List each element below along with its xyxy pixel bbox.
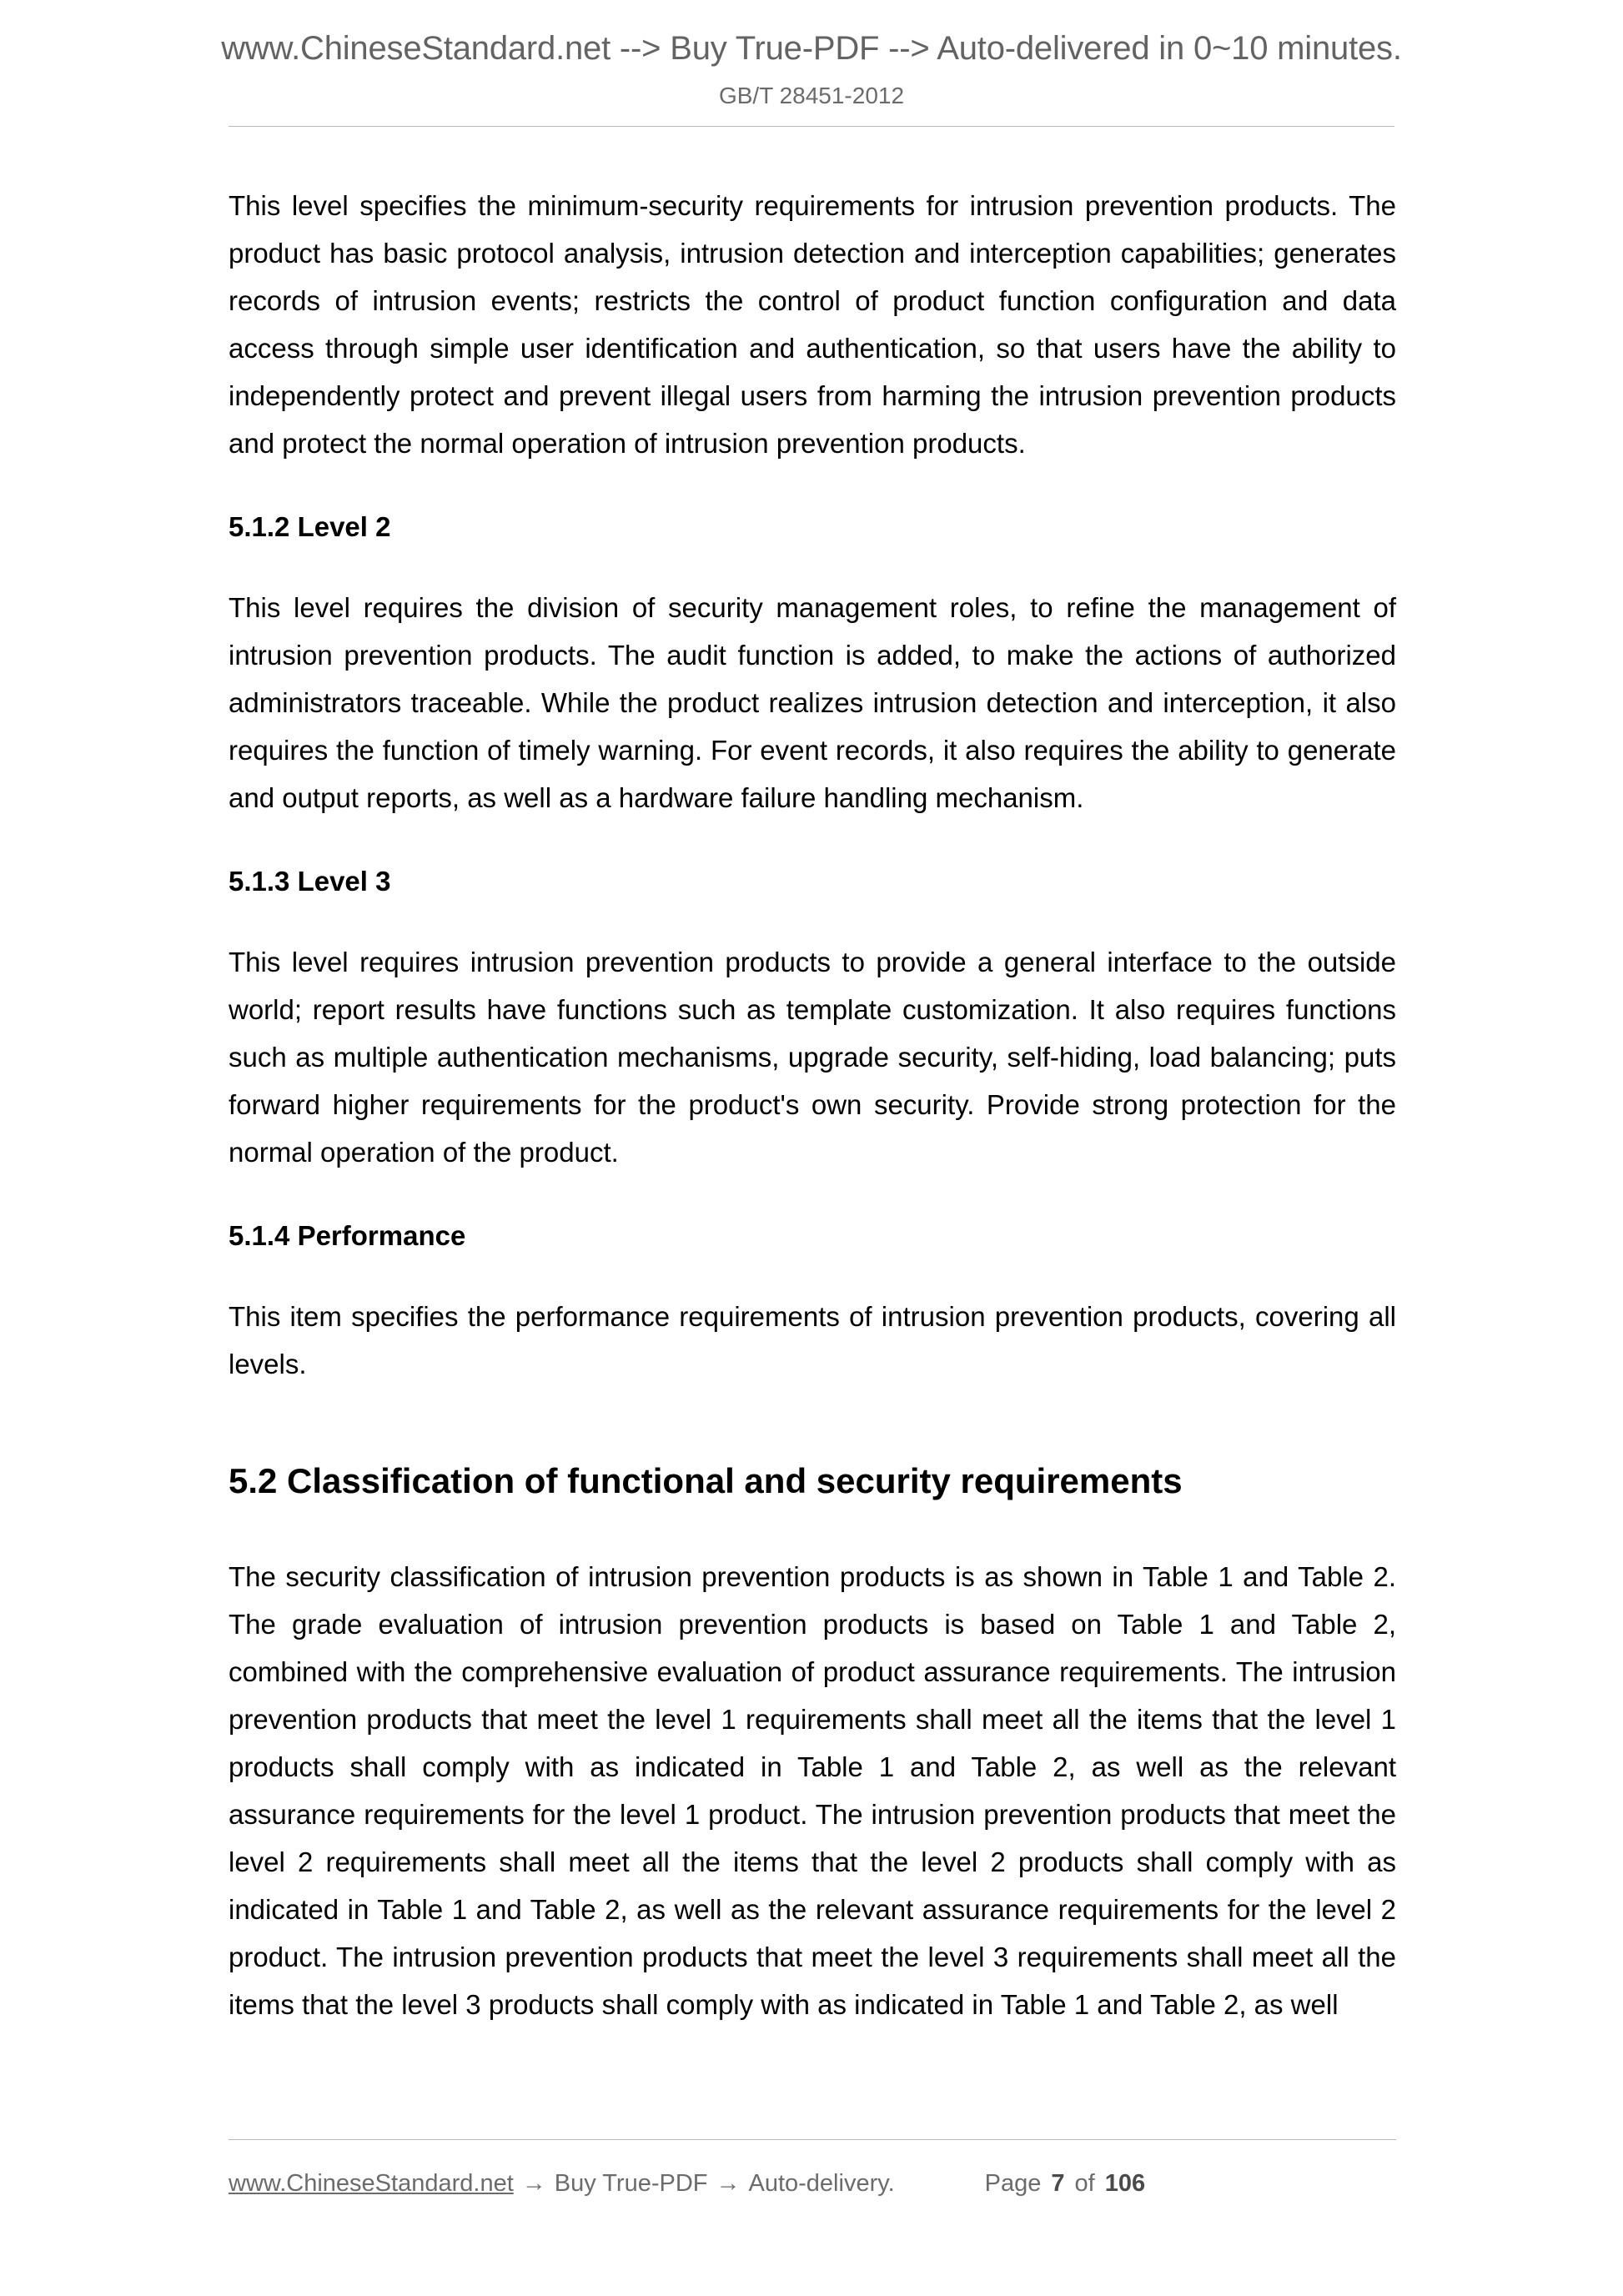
paragraph-level-1: This level specifies the minimum-security requirements for intrusion prevention products. The product has basic protocol analysis, intrusion detection and interception capabilities; generates records of intrusion events; restricts the control of product function configuration and data access through simple user identification and authentication, so that users have the ability to independently protect and prevent illegal users from harming the intrusion prevention products and protect the normal operation of intrusion prevention products. bbox=[229, 190, 1396, 459]
footer-delivery-text: Auto-delivery. bbox=[748, 2170, 895, 2197]
heading-5-1-3: 5.1.3 Level 3 bbox=[229, 866, 391, 897]
footer-site-link[interactable]: www.ChineseStandard.net bbox=[229, 2170, 514, 2197]
paragraph-5-2: The security classification of intrusion prevention products is as shown in Table 1 and Table 2. The grade evaluation of intrusion prevention products is based on Table 1 and Table 2, combined with the comprehensive evaluation of product assurance requirements. The intrusion prevention products that meet the level 1 requirements shall meet all the items that the level 1 products shall comply with as indicated in Table 1 and Table 2, as well as the relevant assurance requirements for the level 1 product. The intrusion prevention products that meet the level 2 requirements shall meet all the items that the level 2 products shall comply with as indicated in Table 1 and Table 2, as well as the relevant assurance requirements for the level 2 product. The intrusion prevention products that meet the level 3 requirements shall meet all the items that the level 3 products shall comply with as indicated in Table 1 and Table 2, as well bbox=[229, 1561, 1396, 2020]
paragraph-5-1-3: This level requires intrusion prevention products to provide a general interface to the outside world; report results have functions such as template customization. It also requires functions such as multiple authentication mechanisms, upgrade security, self-hiding, load balancing; puts forward higher requirements for the product's own security. Provide strong protection for the normal operation of the product. bbox=[229, 947, 1396, 1168]
paragraph-5-1-4: This item specifies the performance requirements of intrusion prevention products, covering all levels. bbox=[229, 1301, 1396, 1379]
arrow-right-icon: → bbox=[521, 2170, 546, 2197]
page-label: Page bbox=[984, 2170, 1042, 2197]
page-footer bbox=[229, 2139, 1396, 2198]
heading-5-2: 5.2 Classification of functional and security requirements bbox=[229, 1461, 1183, 1500]
standard-number: GB/T 28451-2012 bbox=[718, 83, 905, 108]
heading-5-1-4: 5.1.4 Performance bbox=[229, 1220, 466, 1251]
page-number: 7 bbox=[1051, 2170, 1065, 2197]
page-indicator bbox=[985, 2170, 1145, 2198]
promo-banner-text: www.ChineseStandard.net --> Buy True-PDF --> Auto-delivered in 0~10 minutes. bbox=[221, 30, 1402, 67]
paragraph-5-1-2: This level requires the division of security management roles, to refine the management of intrusion prevention products. The audit function is added, to make the actions of authorized administrators traceable. While the product realizes intrusion detection and interception, it also requires the function of timely warning. For event records, it also requires the ability to generate and output reports, as well as a hardware failure handling mechanism. bbox=[229, 592, 1396, 813]
document-body bbox=[229, 182, 1396, 2028]
footer-promo bbox=[229, 2170, 895, 2198]
page-header bbox=[0, 0, 1623, 127]
footer-row bbox=[229, 2170, 1396, 2198]
section-spacer bbox=[229, 1428, 1396, 1449]
footer-buy-text: Buy True-PDF bbox=[554, 2170, 708, 2197]
heading-5-1-2: 5.1.2 Level 2 bbox=[229, 511, 391, 542]
footer-divider bbox=[229, 2139, 1396, 2140]
header-divider bbox=[229, 126, 1394, 127]
page-of-label: of bbox=[1074, 2170, 1095, 2197]
page-total: 106 bbox=[1104, 2170, 1146, 2197]
arrow-right-icon-2: → bbox=[716, 2170, 741, 2197]
